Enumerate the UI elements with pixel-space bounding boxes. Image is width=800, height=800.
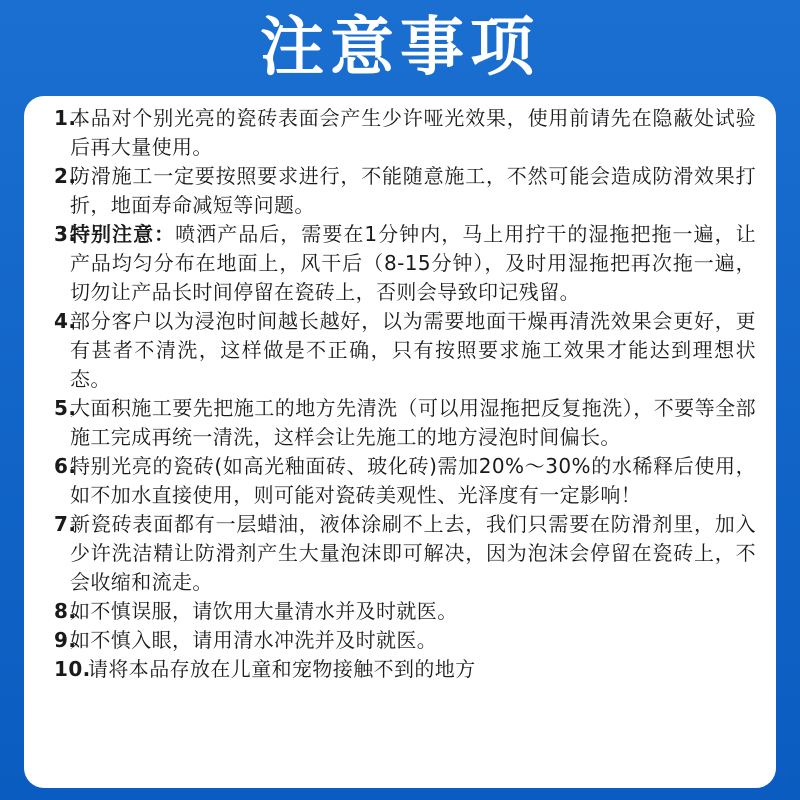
notice-item-4 [54,307,756,394]
notice-item-9 [54,626,756,655]
notice-number: 2. [54,164,77,188]
notice-number: 9. [54,628,77,652]
notice-text: 如不慎误服，请饮用大量清水并及时就医。 [70,599,458,623]
notice-text: 新瓷砖表面都有一层蜡油，液体涂刷不上去，我们只需要在防滑剂里，加入少许洗洁精让防滑剂产生大量泡沫即可解决，因为泡沫会停留在瓷砖上，不会收缩和流走。 [70,512,756,594]
notice-item-6 [54,452,756,510]
notice-number: 8. [54,599,77,623]
notice-text: 大面积施工要先把施工的地方先清洗（可以用湿拖把反复拖洗），不要等全部施工完成再统一清洗，这样会让先施工的地方浸泡时间偏长。 [70,396,756,449]
notice-number: 5. [54,396,77,420]
notice-text: 特别光亮的瓷砖(如高光釉面砖、玻化砖)需加20%～30%的水稀释后使用，如不加水直接使用，则可能对瓷砖美观性、光泽度有一定影响！ [70,454,756,507]
notice-number: 3. [54,222,77,246]
notice-text: 本品对个别光亮的瓷砖表面会产生少许哑光效果，使用前请先在隐蔽处试验后再大量使用。 [70,106,756,159]
notice-number: 1. [54,106,77,130]
notice-list [54,104,756,684]
notice-emphasis: 特别注意： [70,222,176,246]
notice-text: 部分客户以为浸泡时间越长越好，以为需要地面干燥再清洗效果会更好，更有甚者不清洗，这样做是不正确，只有按照要求施工效果才能达到理想状态。 [70,309,756,391]
notice-item-2 [54,162,756,220]
notice-item-10 [54,655,756,684]
notice-number: 10. [54,657,91,681]
notice-number: 6. [54,454,77,478]
notice-text: 请将本品存放在儿童和宠物接触不到的地方 [88,657,476,681]
notice-text: 防滑施工一定要按照要求进行，不能随意施工，不然可能会造成防滑效果打折，地面寿命减短等问题。 [70,164,756,217]
notice-item-3 [54,220,756,307]
notice-card [24,96,776,788]
notice-item-7 [54,510,756,597]
notice-text: 喷洒产品后，需要在1分钟内，马上用拧干的湿拖把拖一遍，让产品均匀分布在地面上，风干后（8-15分钟），及时用湿拖把再次拖一遍，切勿让产品长时间停留在瓷砖上，否则会导致印记残留。 [70,222,756,304]
notice-item-8 [54,597,756,626]
notice-item-5 [54,394,756,452]
notice-item-1 [54,104,756,162]
notice-text: 如不慎入眼，请用清水冲洗并及时就医。 [70,628,438,652]
page-title: 注意事项 [260,11,540,85]
notice-number: 4. [54,309,77,333]
notice-number: 7. [54,512,77,536]
